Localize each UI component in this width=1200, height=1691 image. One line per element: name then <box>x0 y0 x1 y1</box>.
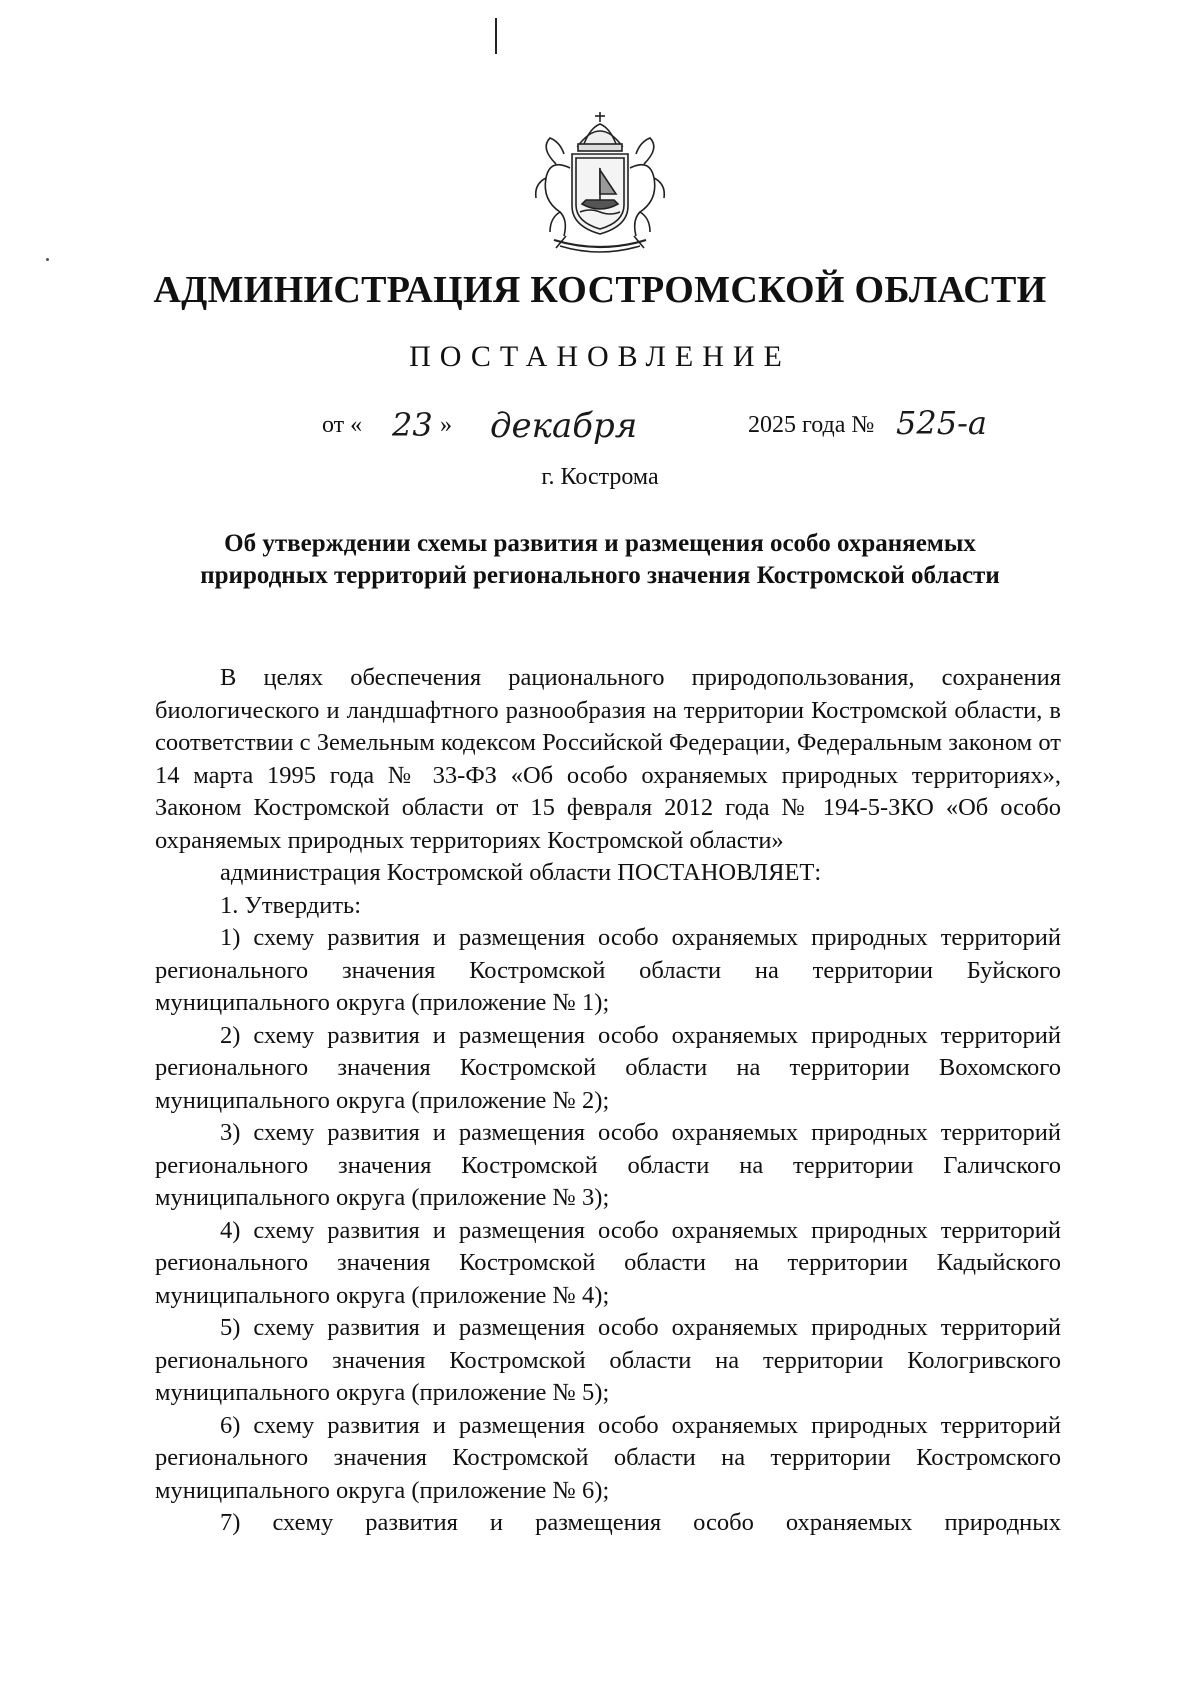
subitem-paragraph: 4) схему развития и размещения особо охраняемых природных территорий регионального значения Костромской области на территории Кадыйского муниципального округа (приложение № 4); <box>155 1216 1061 1309</box>
city: г. Кострома <box>541 464 659 490</box>
date-line <box>0 400 1200 460</box>
resolves-line: администрация Костромской области ПОСТАНОВЛЯЕТ: <box>220 859 822 886</box>
document-subject <box>140 528 1060 592</box>
subject-line: Об утверждении схемы развития и размещения особо охраняемых <box>224 530 976 557</box>
coat-of-arms-icon <box>520 108 680 258</box>
preamble-paragraph: В целях обеспечения рационального природопользования, сохранения биологического и ландшафтного разнообразия на территории Костромской области, в соответствии с Земельным кодексом Российской Федерации, Федеральным законом от 14 марта 1995 года № 33-ФЗ «Об особо охраняемых природных территориях», Законом Костромской области от 15 февраля 2012 года № 194-5-ЗКО «Об особо охраняемых природных территориях Костромской области» <box>155 664 1061 854</box>
subitem-paragraph: 1) схему развития и размещения особо охраняемых природных территорий регионального значения Костромской области на территории Буйского муниципального округа (приложение № 1); <box>155 924 1061 1016</box>
date-month-handwritten: декабря <box>490 406 638 446</box>
document-type: ПОСТАНОВЛЕНИЕ <box>409 340 791 373</box>
scan-speck <box>46 258 49 261</box>
subitem-paragraph: 7) схему развития и размещения особо охраняемых природных <box>220 1509 1061 1536</box>
date-year: 2025 года № <box>748 412 875 438</box>
subitem-paragraph: 2) схему развития и размещения особо охраняемых природных территорий регионального значения Костромской области на территории Вохомского муниципального округа (приложение № 2); <box>155 1021 1061 1114</box>
binding-mark <box>495 18 497 54</box>
organization-title: АДМИНИСТРАЦИЯ КОСТРОМСКОЙ ОБЛАСТИ <box>153 269 1047 311</box>
date-prefix: от « <box>322 412 363 438</box>
date-day-close: » <box>440 412 452 438</box>
item-heading: 1. Утвердить: <box>220 891 362 919</box>
document-number-handwritten: 525-а <box>896 404 987 442</box>
subitem-paragraph: 6) схему развития и размещения особо охраняемых природных территорий регионального значения Костромской области на территории Костромского муниципального округа (приложение № 6); <box>155 1411 1061 1504</box>
subitem-paragraph: 3) схему развития и размещения особо охраняемых природных территорий регионального значения Костромской области на территории Галичского муниципального округа (приложение № 3); <box>155 1119 1061 1211</box>
subject-line: природных территорий регионального значения Костромской области <box>200 562 1000 589</box>
subitem-paragraph: 5) схему развития и размещения особо охраняемых природных территорий регионального значения Костромской области на территории Кологривского муниципального округа (приложение № 5); <box>155 1314 1061 1406</box>
document-body <box>155 662 1061 1540</box>
date-day-handwritten: 23 <box>392 406 433 444</box>
